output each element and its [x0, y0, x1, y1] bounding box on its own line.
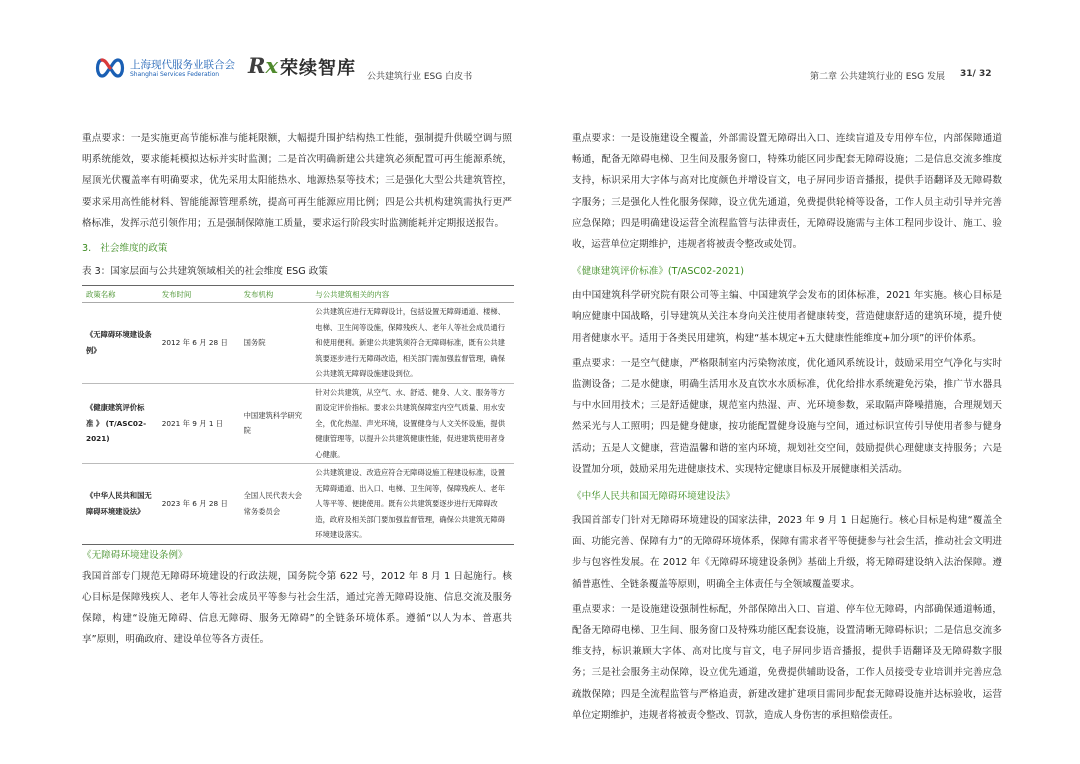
section-title-social: 3. 社会维度的政策 [82, 243, 168, 255]
accessibility-law-intro-paragraph: 我国首部专门针对无障碍环境建设的国家法律，2023 年 9 月 1 日起施行。核心目标是构建“覆盖全面、功能完善、保障有力”的无障碍环境体系，保障有需求者平等便捷参与社会生活，推动社会文明进步与包容性发展。在 2012 年《无障碍环境建设条例》基础上升级，将无障碍建设纳入法治保障。遵循普惠性、全链条覆盖等原则，明确全主体责任与全领域覆盖要求。 [572, 515, 1002, 590]
org-cell: 中国建筑科学研究院 [240, 383, 312, 464]
table-caption: 表 3：国家层面与公共建筑领域相关的社会维度 ESG 政策 [82, 266, 328, 278]
table-row [82, 383, 514, 464]
org-cell: 国务院 [240, 303, 312, 384]
table-row [82, 464, 514, 545]
regulation-intro-paragraph: 我国首部专门规范无障碍环境建设的行政法规，国务院令第 622 号，2012 年 8 月 1 日起施行。核心目标是保障残疾人、老年人等社会成员平等参与社会生活，通过完善无障碍设施、信息交流及服务保障，构建“设施无障碍、信息无障碍、服务无障碍”的全链条环境体系。遵循“以人为本、普惠共享”原则，明确政府、建设单位等各方责任。 [82, 570, 512, 646]
running-title-right: 第二章 公共建筑行业的 ESG 发展 [810, 72, 945, 82]
brand-rx-mark: Rx [248, 53, 278, 78]
content-cell: 公共建筑建设、改造应符合无障碍设施工程建设标准，设置无障碍通道、出入口、电梯、卫生间等，保障残疾人、老年人等平等、便捷使用。既有公共建筑要逐步进行无障碍改造，政府及相关部门要加强监督管理，确保公共建筑无障碍环境建设落实。 [311, 464, 514, 545]
healthy-building-intro-paragraph: 由中国建筑科学研究院有限公司等主编、中国建筑学会发布的团体标准，2021 年实施。核心目标是响应健康中国战略，引导建筑从关注本身向关注使用者健康转变，营造健康舒适的建筑环境，提升使用者健康水平。适用于各类民用建筑，构建“基本规定+五大健康性能维度+加分项”的评价体系。 [572, 290, 1002, 344]
table-row [82, 303, 514, 384]
org-cell: 全国人民代表大会常务委员会 [240, 464, 312, 545]
regulation-requirements-paragraph: 重点要求：一是设施建设全覆盖，外部需设置无障碍出入口、连续盲道及专用停车位，内部保障通道畅通，配备无障碍电梯、卫生间及服务窗口，特殊功能区同步配套无障碍设施；二是信息交流多维度支持，标识采用大字体与高对比度颜色并增设盲文，电子屏同步语音播报，提供手语翻译及无障碍数字服务；三是强化人性化服务保障，设立优先通道，免费提供轮椅等设备，工作人员主动引导并完善应急保障；四是明确建设运营全流程监管与法律责任，无障碍设施需与主体工程同步设计、施工、验收，运营单位定期维护，违规者将被责令整改或处罚。 [572, 133, 1002, 251]
ssf-logo [94, 56, 234, 80]
org-name-cn: 上海现代服务业联合会 [130, 59, 235, 71]
col-header-org: 发布机构 [240, 286, 312, 303]
col-header-content: 与公共建筑相关的内容 [311, 286, 514, 303]
energy-requirements-paragraph: 重点要求：一是实施更高节能标准与能耗限额，大幅提升围护结构热工性能，强制提升供暖空调与照明系统能效，要求能耗模拟达标并实时监测；二是首次明确新建公共建筑必须配置可再生能源系统，屋顶光伏覆盖率有明确要求，优先采用太阳能热水、地源热泵等技术；三是强化大型公共建筑管控，要求采用高性能材料、智能能源管理系统，提高可再生能源应用比例；四是公共机构建筑需执行更严格标准，发挥示范引领作用；五是强制保障施工质量，要求运行阶段实时监测能耗并定期报送报告。 [82, 133, 512, 229]
org-name-en: Shanghai Services Federation [130, 71, 220, 78]
right-column [572, 128, 1002, 726]
ssf-logo-icon [94, 56, 126, 80]
date-cell: 2023 年 6 月 28 日 [158, 464, 240, 545]
subsection-title-regulation: 《无障碍环境建设条例》 [82, 549, 188, 561]
policy-name-cell: 《无障碍环境建设条例》 [82, 303, 158, 384]
healthy-building-requirements-paragraph: 重点要求：一是空气健康，严格限制室内污染物浓度，优化通风系统设计，鼓励采用空气净化与实时监测设备；二是水健康，明确生活用水及直饮水水质标准，优化给排水系统避免污染，推广节水器具与中水回用技术；三是舒适健康，规范室内热湿、声、光环境参数，采取隔声降噪措施，合理规划天然采光与人工照明；四是健身健康，按功能配置健身设施与空间，通过标识宣传引导使用者参与健身活动；五是人文健康，营造温馨和谐的室内环境，规划社交空间，鼓励提供心理健康支持服务；六是设置加分项，鼓励采用先进健康技术、实现特定健康目标及开展健康相关活动。 [572, 357, 1002, 475]
running-title-left: 公共建筑行业 ESG 白皮书 [367, 72, 473, 82]
page-number: 31/ 32 [960, 69, 992, 79]
left-column [82, 128, 512, 650]
table-header-row [82, 286, 514, 303]
content-cell: 针对公共建筑，从空气、水、舒适、健身、人文、服务等方面设定评价指标。要求公共建筑保障室内空气质量、用水安全，优化热湿、声光环境，设置健身与人文关怀设施，提供健康管理等，以提升公共建筑健康性能，促进建筑使用者身心健康。 [311, 383, 514, 464]
policy-name-cell: 《健康建筑评价标 准 》 (T/ASC02-2021) [82, 383, 158, 464]
subsection-title-healthy-building: 《健康建筑评价标准》(T/ASC02-2021) [572, 266, 744, 278]
subsection-title-accessibility-law: 《中华人民共和国无障碍环境建设法》 [572, 491, 736, 503]
page-header [0, 0, 1080, 100]
brand-name: 荣续智库 [280, 58, 356, 79]
accessibility-law-requirements-paragraph: 重点要求：一是设施建设强制性标配，外部保障出入口、盲道、停车位无障碍，内部确保通道畅通，配备无障碍电梯、卫生间、服务窗口及特殊功能区配套设施，设置清晰无障碍标识；二是信息交流多维支持，标识兼顾大字体、高对比度与盲文，电子屏同步语音播报，提供手语翻译及无障碍数字服务；三是社会服务主动保障，设立优先通道，免费提供辅助设备，工作人员接受专业培训并完善应急疏散保障；四是全流程监管与严格追责，新建改建扩建项目需同步配套无障碍设施并达标验收，运营单位定期维护，违规者将被责令整改、罚款，造成人身伤害的承担赔偿责任。 [572, 603, 1002, 721]
content-cell: 公共建筑应进行无障碍设计，包括设置无障碍通道、楼梯、电梯、卫生间等设施，保障残疾人、老年人等社会成员通行和使用便利。新建公共建筑须符合无障碍标准，既有公共建筑要逐步进行无障碍改造，相关部门需加强监督管理，确保公共建筑无障碍设施建设到位。 [311, 303, 514, 384]
col-header-policy-name: 政策名称 [82, 286, 158, 303]
policy-table [82, 285, 514, 545]
policy-name-cell: 《中华人民共和国无障碍环境建设法》 [82, 464, 158, 545]
date-cell: 2012 年 6 月 28 日 [158, 303, 240, 384]
date-cell: 2021 年 9 月 1 日 [158, 383, 240, 464]
col-header-date: 发布时间 [158, 286, 240, 303]
